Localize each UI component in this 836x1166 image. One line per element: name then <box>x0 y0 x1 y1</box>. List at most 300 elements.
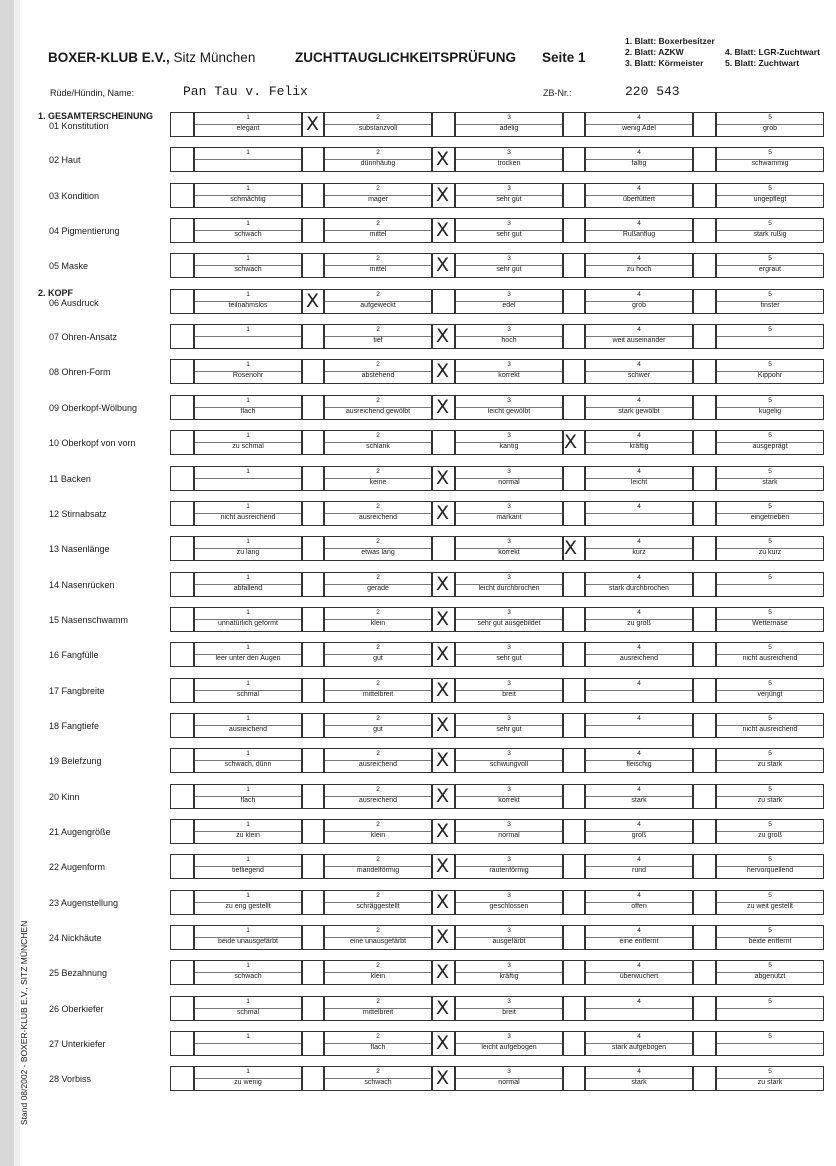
option-cell-5[interactable] <box>716 960 824 985</box>
option-cell-2[interactable] <box>324 147 432 172</box>
tick-box[interactable] <box>693 1031 716 1056</box>
option-cell-3[interactable] <box>455 218 563 243</box>
tick-box[interactable] <box>693 289 716 314</box>
option-cell-4[interactable] <box>585 1066 693 1091</box>
option-cell-4[interactable] <box>585 678 693 703</box>
option-cell-4[interactable] <box>585 253 693 278</box>
tick-box[interactable] <box>170 253 194 278</box>
option-number: 2 <box>376 1033 380 1041</box>
option-cell-3[interactable] <box>455 607 563 632</box>
option-cell-2[interactable] <box>324 607 432 632</box>
tick-box[interactable] <box>302 890 324 915</box>
option-cell-3[interactable] <box>455 324 563 349</box>
dog-name-value[interactable]: Pan Tau v. Felix <box>183 84 308 99</box>
tick-box[interactable] <box>432 430 455 455</box>
tick-box[interactable] <box>563 359 585 384</box>
option-cell-1[interactable] <box>194 607 302 632</box>
option-cell-1[interactable] <box>194 183 302 208</box>
tick-box[interactable] <box>693 678 716 703</box>
option-cell-1[interactable] <box>194 1031 302 1056</box>
tick-box[interactable] <box>563 395 585 420</box>
tick-box[interactable] <box>170 960 194 985</box>
tick-box[interactable] <box>693 430 716 455</box>
tick-box[interactable] <box>302 607 324 632</box>
option-cell-3[interactable] <box>455 501 563 526</box>
tick-box[interactable] <box>302 430 324 455</box>
option-cell-5[interactable] <box>716 748 824 773</box>
tick-box[interactable] <box>170 784 194 809</box>
option-cell-5[interactable] <box>716 395 824 420</box>
option-cell-5[interactable] <box>716 112 824 137</box>
tick-box[interactable] <box>693 572 716 597</box>
tick-box[interactable] <box>302 501 324 526</box>
option-number: 1 <box>246 644 250 652</box>
option-cell-4[interactable] <box>585 147 693 172</box>
option-cell-3[interactable] <box>455 572 563 597</box>
option-label: zu eng gestellt <box>225 902 271 910</box>
option-cell-5[interactable] <box>716 607 824 632</box>
option-cell-3[interactable] <box>455 678 563 703</box>
tick-box[interactable] <box>563 1031 585 1056</box>
option-number: 2 <box>376 608 380 616</box>
tick-box[interactable] <box>170 289 194 314</box>
option-cell-4[interactable] <box>585 466 693 491</box>
option-cell-5[interactable] <box>716 324 824 349</box>
option-cell-5[interactable] <box>716 183 824 208</box>
tick-box[interactable] <box>170 713 194 738</box>
tick-box[interactable] <box>693 713 716 738</box>
tick-box[interactable] <box>170 854 194 879</box>
option-cell-2[interactable] <box>324 1031 432 1056</box>
tick-box[interactable] <box>170 1031 194 1056</box>
option-cell-3[interactable] <box>455 536 563 561</box>
option-cell-1[interactable] <box>194 748 302 773</box>
option-cell-4[interactable] <box>585 925 693 950</box>
tick-box[interactable] <box>693 501 716 526</box>
option-cell-1[interactable] <box>194 112 302 137</box>
option-cell-5[interactable] <box>716 430 824 455</box>
option-number: 1 <box>246 361 250 369</box>
tick-box[interactable] <box>563 925 585 950</box>
option-label: gut <box>373 655 383 663</box>
option-label: weit auseinander <box>612 337 666 345</box>
option-cell-5[interactable] <box>716 253 824 278</box>
option-label: Kippohr <box>757 372 783 380</box>
option-cell-5[interactable] <box>716 890 824 915</box>
option-cell-4[interactable] <box>585 289 693 314</box>
option-label: flach <box>240 407 256 415</box>
option-number: 2 <box>376 467 380 475</box>
option-cell-3[interactable] <box>455 925 563 950</box>
option-cell-1[interactable] <box>194 1066 302 1091</box>
option-cell-2[interactable] <box>324 925 432 950</box>
option-cell-2[interactable] <box>324 678 432 703</box>
criterion-label: 25 Bezahnung <box>49 968 108 979</box>
tick-box[interactable] <box>563 854 585 879</box>
option-label: stark rußig <box>753 231 787 239</box>
option-cell-1[interactable] <box>194 147 302 172</box>
option-number: 3 <box>507 927 511 935</box>
option-cell-4[interactable] <box>585 430 693 455</box>
option-cell-3[interactable] <box>455 819 563 844</box>
option-label: flach <box>240 796 256 804</box>
tick-box[interactable] <box>302 996 324 1021</box>
option-label: sehr gut <box>496 725 522 733</box>
option-cell-1[interactable] <box>194 784 302 809</box>
tick-box[interactable] <box>563 183 585 208</box>
option-cell-4[interactable] <box>585 1031 693 1056</box>
option-cell-1[interactable] <box>194 501 302 526</box>
option-cell-5[interactable] <box>716 147 824 172</box>
option-cell-5[interactable] <box>716 678 824 703</box>
tick-box[interactable] <box>170 890 194 915</box>
option-cell-3[interactable] <box>455 430 563 455</box>
tick-box[interactable] <box>170 1066 194 1091</box>
tick-box[interactable] <box>563 678 585 703</box>
option-cell-5[interactable] <box>716 536 824 561</box>
tick-box[interactable] <box>432 112 455 137</box>
option-cell-1[interactable] <box>194 713 302 738</box>
option-cell-2[interactable] <box>324 996 432 1021</box>
tick-box[interactable] <box>302 1066 324 1091</box>
option-cell-3[interactable] <box>455 748 563 773</box>
option-cell-4[interactable] <box>585 890 693 915</box>
option-number: 4 <box>637 962 641 970</box>
tick-box[interactable] <box>170 112 194 137</box>
tick-box[interactable] <box>693 925 716 950</box>
option-cell-2[interactable] <box>324 1066 432 1091</box>
option-number: 2 <box>376 927 380 935</box>
option-cell-1[interactable] <box>194 819 302 844</box>
option-cell-1[interactable] <box>194 395 302 420</box>
option-number: 3 <box>507 750 511 758</box>
option-label: Wetternase <box>752 619 788 627</box>
option-cell-2[interactable] <box>324 359 432 384</box>
tick-box[interactable] <box>170 642 194 667</box>
option-cell-3[interactable] <box>455 854 563 879</box>
option-cell-5[interactable] <box>716 1066 824 1091</box>
tick-box[interactable] <box>170 466 194 491</box>
option-cell-5[interactable] <box>716 1031 824 1056</box>
tick-box[interactable] <box>302 218 324 243</box>
option-cell-5[interactable] <box>716 713 824 738</box>
tick-box[interactable] <box>563 960 585 985</box>
tick-box[interactable] <box>302 147 324 172</box>
option-cell-4[interactable] <box>585 819 693 844</box>
tick-box[interactable] <box>302 183 324 208</box>
option-cell-2[interactable] <box>324 890 432 915</box>
option-number: 3 <box>507 856 511 864</box>
option-cell-2[interactable] <box>324 854 432 879</box>
option-cell-2[interactable] <box>324 112 432 137</box>
option-cell-3[interactable] <box>455 253 563 278</box>
option-cell-3[interactable] <box>455 112 563 137</box>
option-cell-2[interactable] <box>324 289 432 314</box>
tick-box[interactable] <box>170 147 194 172</box>
option-cell-2[interactable] <box>324 784 432 809</box>
option-cell-5[interactable] <box>716 466 824 491</box>
tick-box[interactable] <box>693 536 716 561</box>
option-number: 2 <box>376 750 380 758</box>
option-number: 1 <box>246 467 250 475</box>
option-cell-4[interactable] <box>585 572 693 597</box>
option-cell-3[interactable] <box>455 183 563 208</box>
tick-box[interactable] <box>693 748 716 773</box>
option-cell-1[interactable] <box>194 996 302 1021</box>
tick-box[interactable] <box>302 1031 324 1056</box>
option-cell-2[interactable] <box>324 430 432 455</box>
option-cell-5[interactable] <box>716 819 824 844</box>
tick-box[interactable] <box>693 854 716 879</box>
option-number: 3 <box>507 1068 511 1076</box>
tick-box[interactable] <box>170 395 194 420</box>
tick-box[interactable] <box>563 890 585 915</box>
option-cell-5[interactable] <box>716 289 824 314</box>
option-cell-4[interactable] <box>585 784 693 809</box>
option-cell-2[interactable] <box>324 218 432 243</box>
tick-box[interactable] <box>693 784 716 809</box>
option-cell-2[interactable] <box>324 324 432 349</box>
option-cell-3[interactable] <box>455 996 563 1021</box>
option-cell-3[interactable] <box>455 1031 563 1056</box>
option-cell-3[interactable] <box>455 890 563 915</box>
option-cell-4[interactable] <box>585 642 693 667</box>
option-cell-2[interactable] <box>324 395 432 420</box>
tick-box[interactable] <box>693 642 716 667</box>
tick-box[interactable] <box>563 748 585 773</box>
tick-box[interactable] <box>170 218 194 243</box>
tick-box[interactable] <box>693 607 716 632</box>
tick-box[interactable] <box>302 324 324 349</box>
option-cell-1[interactable] <box>194 642 302 667</box>
option-cell-2[interactable] <box>324 183 432 208</box>
option-number: 2 <box>376 184 380 192</box>
tick-box[interactable] <box>693 183 716 208</box>
copy-distribution-left: 1. Blatt: Boxerbesitzer 2. Blatt: AZKW 3. Blatt: Körmeister <box>625 36 715 68</box>
option-label: leicht <box>630 478 648 486</box>
tick-box[interactable] <box>170 678 194 703</box>
option-cell-4[interactable] <box>585 960 693 985</box>
tick-box[interactable] <box>170 572 194 597</box>
option-cell-4[interactable] <box>585 183 693 208</box>
tick-box[interactable] <box>170 996 194 1021</box>
option-label: hoch <box>501 337 517 345</box>
tick-box[interactable] <box>693 960 716 985</box>
option-cell-5[interactable] <box>716 572 824 597</box>
tick-box[interactable] <box>302 925 324 950</box>
option-cell-3[interactable] <box>455 960 563 985</box>
tick-box[interactable] <box>693 112 716 137</box>
tick-box[interactable] <box>170 359 194 384</box>
option-cell-2[interactable] <box>324 960 432 985</box>
option-number: 2 <box>376 785 380 793</box>
option-number: 4 <box>637 326 641 334</box>
option-cell-4[interactable] <box>585 359 693 384</box>
option-cell-1[interactable] <box>194 218 302 243</box>
tick-box[interactable] <box>170 501 194 526</box>
tick-box[interactable] <box>693 147 716 172</box>
option-cell-4[interactable] <box>585 854 693 879</box>
tick-box[interactable] <box>563 147 585 172</box>
option-cell-4[interactable] <box>585 748 693 773</box>
tick-box[interactable] <box>302 960 324 985</box>
tick-box[interactable] <box>693 324 716 349</box>
option-cell-1[interactable] <box>194 324 302 349</box>
option-cell-3[interactable] <box>455 642 563 667</box>
tick-box[interactable] <box>563 324 585 349</box>
tick-box[interactable] <box>693 996 716 1021</box>
option-number: 5 <box>768 184 772 192</box>
option-cell-5[interactable] <box>716 642 824 667</box>
option-cell-4[interactable] <box>585 536 693 561</box>
option-cell-4[interactable] <box>585 218 693 243</box>
tick-box[interactable] <box>563 253 585 278</box>
option-cell-3[interactable] <box>455 1066 563 1091</box>
tick-box[interactable] <box>693 253 716 278</box>
tick-box[interactable] <box>170 536 194 561</box>
tick-box[interactable] <box>170 430 194 455</box>
tick-box[interactable] <box>302 466 324 491</box>
tick-box[interactable] <box>302 784 324 809</box>
tick-box[interactable] <box>693 819 716 844</box>
option-cell-5[interactable] <box>716 218 824 243</box>
option-cell-2[interactable] <box>324 501 432 526</box>
option-cell-5[interactable] <box>716 996 824 1021</box>
option-cell-1[interactable] <box>194 890 302 915</box>
option-cell-1[interactable] <box>194 430 302 455</box>
option-cell-1[interactable] <box>194 466 302 491</box>
option-cell-5[interactable] <box>716 925 824 950</box>
tick-box[interactable] <box>693 890 716 915</box>
option-cell-3[interactable] <box>455 147 563 172</box>
tick-box[interactable] <box>563 784 585 809</box>
tick-box[interactable] <box>170 607 194 632</box>
tick-box[interactable] <box>563 289 585 314</box>
tick-box[interactable] <box>563 218 585 243</box>
tick-box[interactable] <box>563 607 585 632</box>
option-cell-4[interactable] <box>585 996 693 1021</box>
tick-box[interactable] <box>170 748 194 773</box>
tick-box[interactable] <box>563 1066 585 1091</box>
tick-box[interactable] <box>693 395 716 420</box>
handwritten-x-mark: X <box>436 360 450 383</box>
option-label: geschlossen <box>489 902 529 910</box>
option-cell-3[interactable] <box>455 395 563 420</box>
option-label: breit <box>502 690 516 698</box>
option-cell-3[interactable] <box>455 466 563 491</box>
tick-box[interactable] <box>693 359 716 384</box>
option-cell-2[interactable] <box>324 748 432 773</box>
option-cell-1[interactable] <box>194 925 302 950</box>
option-cell-5[interactable] <box>716 854 824 879</box>
tick-box[interactable] <box>302 819 324 844</box>
tick-box[interactable] <box>170 183 194 208</box>
tick-box[interactable] <box>693 1066 716 1091</box>
tick-box[interactable] <box>563 713 585 738</box>
tick-box[interactable] <box>432 289 455 314</box>
option-cell-2[interactable] <box>324 253 432 278</box>
tick-box[interactable] <box>563 819 585 844</box>
option-cell-1[interactable] <box>194 289 302 314</box>
tick-box[interactable] <box>432 536 455 561</box>
option-cell-2[interactable] <box>324 819 432 844</box>
option-cell-1[interactable] <box>194 359 302 384</box>
tick-box[interactable] <box>302 395 324 420</box>
option-cell-4[interactable] <box>585 324 693 349</box>
cell-divider <box>195 1043 301 1044</box>
option-number: 3 <box>507 326 511 334</box>
tick-box[interactable] <box>302 678 324 703</box>
option-label: schwach <box>234 266 262 274</box>
criterion-label: 14 Nasenrücken <box>49 579 115 590</box>
tick-box[interactable] <box>693 218 716 243</box>
option-cell-4[interactable] <box>585 395 693 420</box>
tick-box[interactable] <box>563 996 585 1021</box>
zb-number-value[interactable]: 220 543 <box>625 84 680 99</box>
tick-box[interactable] <box>302 642 324 667</box>
option-number: 4 <box>637 396 641 404</box>
tick-box[interactable] <box>693 466 716 491</box>
option-cell-1[interactable] <box>194 536 302 561</box>
option-label: schmächtig <box>230 195 266 203</box>
option-cell-2[interactable] <box>324 466 432 491</box>
tick-box[interactable] <box>563 112 585 137</box>
option-label: mittelbreit <box>362 1008 394 1016</box>
option-cell-5[interactable] <box>716 359 824 384</box>
tick-box[interactable] <box>170 324 194 349</box>
option-label: leicht durchbrochen <box>478 584 540 592</box>
tick-box[interactable] <box>302 572 324 597</box>
option-number: 1 <box>246 538 250 546</box>
option-number: 4 <box>637 608 641 616</box>
option-cell-5[interactable] <box>716 501 824 526</box>
option-cell-2[interactable] <box>324 536 432 561</box>
option-cell-4[interactable] <box>585 501 693 526</box>
option-cell-2[interactable] <box>324 572 432 597</box>
option-cell-4[interactable] <box>585 112 693 137</box>
option-cell-1[interactable] <box>194 678 302 703</box>
option-cell-3[interactable] <box>455 359 563 384</box>
tick-box[interactable] <box>170 819 194 844</box>
option-cell-3[interactable] <box>455 289 563 314</box>
tick-box[interactable] <box>302 253 324 278</box>
option-cell-3[interactable] <box>455 713 563 738</box>
tick-box[interactable] <box>170 925 194 950</box>
option-cell-1[interactable] <box>194 253 302 278</box>
option-cell-2[interactable] <box>324 642 432 667</box>
option-number: 3 <box>507 821 511 828</box>
tick-box[interactable] <box>302 748 324 773</box>
option-cell-4[interactable] <box>585 607 693 632</box>
tick-box[interactable] <box>302 854 324 879</box>
tick-box[interactable] <box>563 572 585 597</box>
tick-box[interactable] <box>563 501 585 526</box>
option-label: ausreichend <box>619 655 659 663</box>
option-cell-1[interactable] <box>194 854 302 879</box>
option-cell-3[interactable] <box>455 784 563 809</box>
option-cell-1[interactable] <box>194 572 302 597</box>
cell-divider <box>586 1008 692 1009</box>
option-cell-1[interactable] <box>194 960 302 985</box>
tick-box[interactable] <box>302 713 324 738</box>
option-cell-4[interactable] <box>585 713 693 738</box>
option-cell-5[interactable] <box>716 784 824 809</box>
tick-box[interactable] <box>302 359 324 384</box>
tick-box[interactable] <box>563 642 585 667</box>
tick-box[interactable] <box>302 536 324 561</box>
option-cell-2[interactable] <box>324 713 432 738</box>
tick-box[interactable] <box>563 466 585 491</box>
